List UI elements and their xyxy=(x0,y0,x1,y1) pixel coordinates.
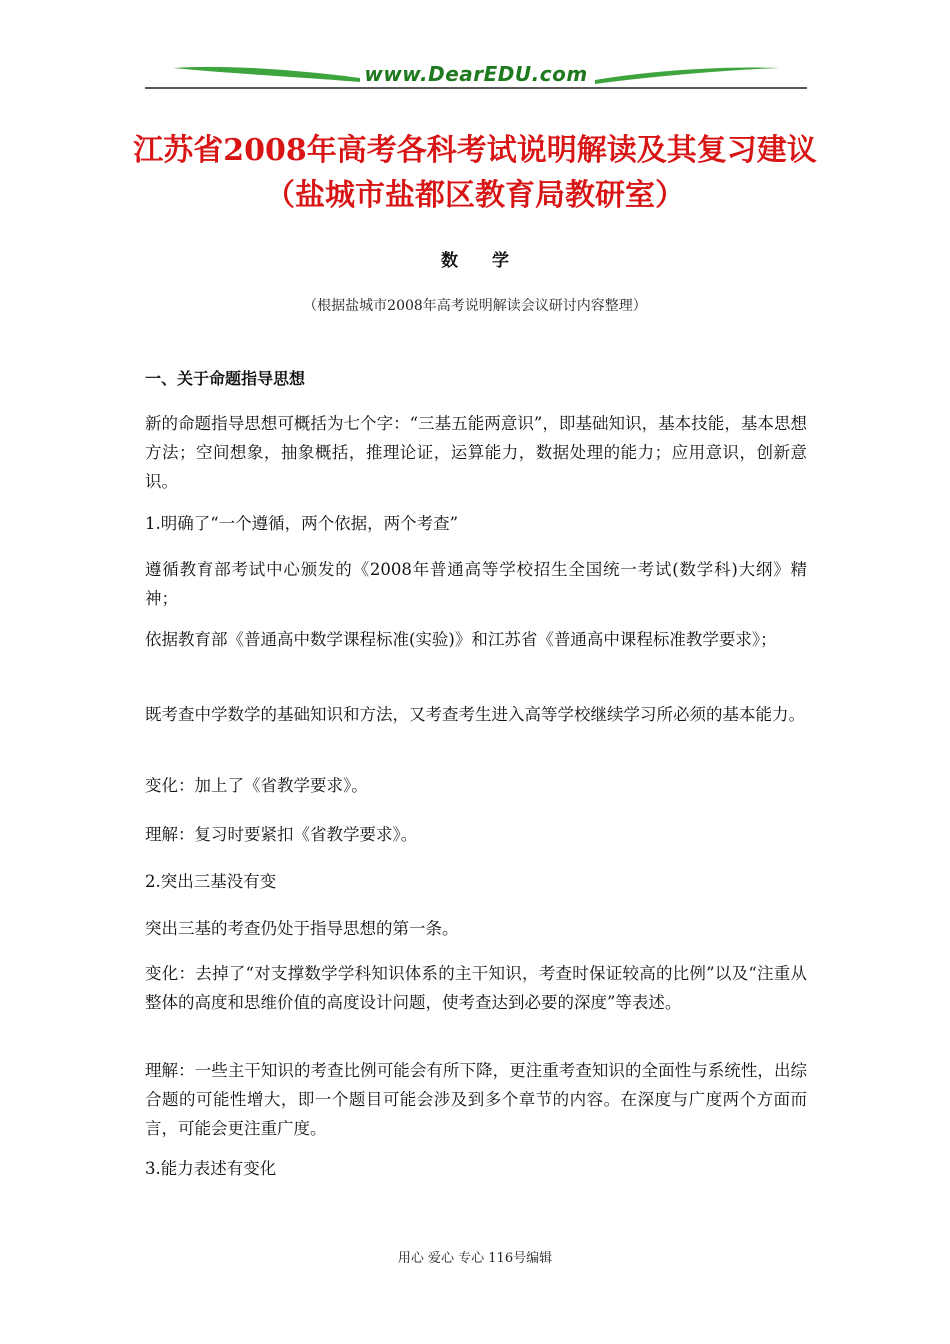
point2-understanding: 理解：一些主干知识的考查比例可能会有所下降，更注重考查知识的全面性与系统性，出综合题的可能性增大，即一个题目可能会涉及到多个章节的内容。在深度与广度两个方面而言，可能会更注重广度。 xyxy=(145,1061,807,1138)
point1-title: 1.明确了“一个遵循，两个依据，两个考查” xyxy=(145,514,459,533)
paragraph xyxy=(145,509,807,538)
point3-title: 3.能力表述有变化 xyxy=(145,1159,277,1178)
document-title: 江苏省2008年高考各科考试说明解读及其复习建议 xyxy=(133,133,817,168)
paragraph xyxy=(145,625,807,654)
point1-understanding: 理解：复习时要紧扣《省教学要求》。 xyxy=(145,825,418,844)
point2-title: 2.突出三基没有变 xyxy=(145,872,277,891)
subject-heading: 数 学 xyxy=(441,251,509,271)
point1-follow: 遵循教育部考试中心颁发的《2008年普通高等学校招生全国统一考试(数学科)大纲》精神； xyxy=(145,560,807,608)
paragraph xyxy=(145,555,807,613)
point1-change: 变化：加上了《省教学要求》。 xyxy=(145,776,368,795)
paragraph xyxy=(145,914,807,943)
intro-paragraph: 新的命题指导思想可概括为七个字：“三基五能两意识”，即基础知识，基本技能，基本思想方法；空间想象，抽象概括，推理论证，运算能力，数据处理的能力；应用意识，创新意识。 xyxy=(145,414,807,491)
header-logo-banner xyxy=(145,58,807,92)
paragraph xyxy=(145,1154,807,1183)
paragraph xyxy=(145,409,807,496)
paragraph xyxy=(145,820,807,849)
page-footer: 用心 爱心 专心 116号编辑 xyxy=(397,1251,553,1266)
point2-change: 变化：去掉了“对支撑数学学科知识体系的主干知识，考查时保证较高的比例”以及“注重从整体的高度和思维价值的高度设计问题，使考查达到必要的深度”等表述。 xyxy=(145,964,807,1012)
paragraph xyxy=(145,700,807,729)
source-note: （根据盐城市2008年高考说明解读会议研讨内容整理） xyxy=(303,298,647,314)
paragraph xyxy=(145,771,807,800)
paragraph xyxy=(145,959,807,1017)
site-logo-text[interactable]: www.DearEDU.com xyxy=(364,62,588,86)
point2-text: 突出三基的考查仍处于指导思想的第一条。 xyxy=(145,919,459,938)
section1-heading: 一、关于命题指导思想 xyxy=(145,369,306,388)
paragraph xyxy=(145,867,807,896)
section-heading xyxy=(145,366,807,389)
point1-basis: 依据教育部《普通高中数学课程标准(实验)》和江苏省《普通高中课程标准教学要求》； xyxy=(145,630,777,649)
paragraph xyxy=(145,1056,807,1143)
document-subtitle: （盐城市盐都区教育局教研室） xyxy=(265,178,685,213)
point1-examine: 既考查中学数学的基础知识和方法，又考查考生进入高等学校继续学习所必须的基本能力。 xyxy=(145,705,805,724)
